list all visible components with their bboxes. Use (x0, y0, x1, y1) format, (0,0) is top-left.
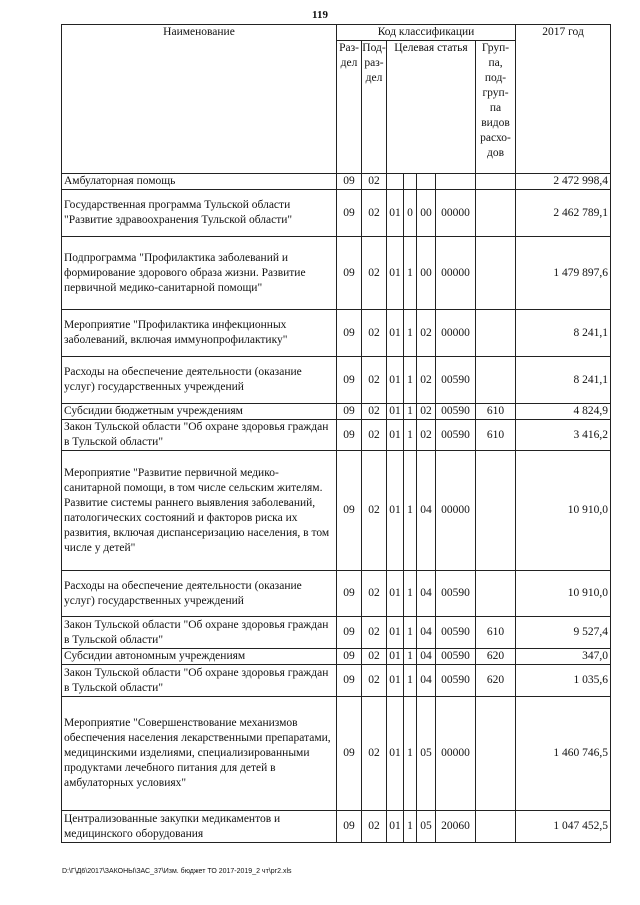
header-subsection: Под- раз- дел (362, 41, 387, 174)
row-cs1: 01 (387, 404, 404, 420)
row-podrazdel: 02 (362, 237, 387, 310)
row-vr: 620 (476, 665, 516, 697)
row-cs3: 04 (417, 649, 436, 665)
row-cs3: 04 (417, 451, 436, 571)
table-row (62, 665, 611, 697)
row-vr (476, 451, 516, 571)
row-cs4: 00000 (436, 451, 476, 571)
row-cs2: 1 (404, 237, 417, 310)
row-podrazdel: 02 (362, 357, 387, 404)
row-amount: 10 910,0 (516, 451, 611, 571)
row-name: Закон Тульской области "Об охране здоровья граждан в Тульской области" (62, 617, 337, 649)
row-cs2: 1 (404, 420, 417, 451)
row-podrazdel: 02 (362, 451, 387, 571)
row-podrazdel: 02 (362, 420, 387, 451)
row-cs4: 00590 (436, 571, 476, 617)
row-cs4: 00000 (436, 237, 476, 310)
row-amount: 2 472 998,4 (516, 174, 611, 190)
row-cs4: 20060 (436, 811, 476, 843)
header-target-item: Целевая статья (387, 41, 476, 174)
row-razdel: 09 (337, 811, 362, 843)
row-cs1: 01 (387, 451, 404, 571)
table-row (62, 404, 611, 420)
row-amount: 3 416,2 (516, 420, 611, 451)
row-cs4: 00590 (436, 617, 476, 649)
row-vr: 610 (476, 617, 516, 649)
row-vr (476, 357, 516, 404)
row-podrazdel: 02 (362, 404, 387, 420)
row-cs1: 01 (387, 190, 404, 237)
row-name: Государственная программа Тульской области "Развитие здравоохранения Тульской области" (62, 190, 337, 237)
row-cs2: 1 (404, 649, 417, 665)
table-row (62, 697, 611, 811)
row-amount: 347,0 (516, 649, 611, 665)
row-razdel: 09 (337, 420, 362, 451)
table-row (62, 174, 611, 190)
row-cs2 (404, 174, 417, 190)
row-name: Мероприятие "Совершенствование механизмов обеспечения населения лекарственными препаратами, медицинскими изделиями, специализированными продуктами лечебного питания для детей в амбулаторных условиях" (62, 697, 337, 811)
table-row (62, 190, 611, 237)
budget-table (61, 24, 611, 843)
table-row (62, 649, 611, 665)
row-amount: 1 479 897,6 (516, 237, 611, 310)
row-podrazdel: 02 (362, 697, 387, 811)
row-cs2: 1 (404, 697, 417, 811)
row-cs1: 01 (387, 357, 404, 404)
row-podrazdel: 02 (362, 310, 387, 357)
row-podrazdel: 02 (362, 617, 387, 649)
row-name: Амбулаторная помощь (62, 174, 337, 190)
row-cs1: 01 (387, 420, 404, 451)
table-row (62, 451, 611, 571)
row-cs1 (387, 174, 404, 190)
row-razdel: 09 (337, 174, 362, 190)
row-name: Централизованные закупки медикаментов и медицинского оборудования (62, 811, 337, 843)
row-cs4: 00000 (436, 697, 476, 811)
row-podrazdel: 02 (362, 649, 387, 665)
row-amount: 9 527,4 (516, 617, 611, 649)
row-cs2: 0 (404, 190, 417, 237)
row-name: Субсидии бюджетным учреждениям (62, 404, 337, 420)
table-row (62, 237, 611, 310)
row-amount: 8 241,1 (516, 310, 611, 357)
row-vr: 610 (476, 404, 516, 420)
header-name: Наименование (62, 25, 337, 174)
row-name: Расходы на обеспечение деятельности (оказание услуг) государственных учреждений (62, 357, 337, 404)
row-cs3 (417, 174, 436, 190)
row-cs1: 01 (387, 310, 404, 357)
row-podrazdel: 02 (362, 190, 387, 237)
row-cs3: 02 (417, 310, 436, 357)
row-vr: 610 (476, 420, 516, 451)
row-cs2: 1 (404, 404, 417, 420)
header-expense-group: Груп- па, под- груп- па видов расхо- дов (476, 41, 516, 174)
row-cs2: 1 (404, 451, 417, 571)
row-razdel: 09 (337, 451, 362, 571)
row-razdel: 09 (337, 310, 362, 357)
row-razdel: 09 (337, 571, 362, 617)
row-amount: 10 910,0 (516, 571, 611, 617)
row-name: Мероприятие "Развитие первичной медико-санитарной помощи, в том числе сельским жителям. Развитие системы раннего выявления заболеваний, патологических состояний и факторов риска их развития, включая диспансеризацию населения, в том числе у детей" (62, 451, 337, 571)
row-razdel: 09 (337, 617, 362, 649)
row-podrazdel: 02 (362, 174, 387, 190)
row-cs1: 01 (387, 665, 404, 697)
row-cs3: 02 (417, 420, 436, 451)
row-razdel: 09 (337, 697, 362, 811)
row-cs2: 1 (404, 571, 417, 617)
row-vr: 620 (476, 649, 516, 665)
row-cs1: 01 (387, 811, 404, 843)
row-cs3: 02 (417, 357, 436, 404)
row-podrazdel: 02 (362, 665, 387, 697)
row-cs2: 1 (404, 665, 417, 697)
row-razdel: 09 (337, 649, 362, 665)
row-razdel: 09 (337, 190, 362, 237)
row-razdel: 09 (337, 404, 362, 420)
row-razdel: 09 (337, 665, 362, 697)
header-section: Раз- дел (337, 41, 362, 174)
row-vr (476, 174, 516, 190)
row-podrazdel: 02 (362, 571, 387, 617)
row-razdel: 09 (337, 357, 362, 404)
row-name: Закон Тульской области "Об охране здоровья граждан в Тульской области" (62, 665, 337, 697)
row-razdel: 09 (337, 237, 362, 310)
row-cs4: 00000 (436, 310, 476, 357)
row-name: Подпрограмма "Профилактика заболеваний и формирование здорового образа жизни. Развитие первичной медико-санитарной помощи" (62, 237, 337, 310)
row-vr (476, 571, 516, 617)
row-amount: 2 462 789,1 (516, 190, 611, 237)
row-cs4: 00590 (436, 649, 476, 665)
row-name: Закон Тульской области "Об охране здоровья граждан в Тульской области" (62, 420, 337, 451)
row-vr (476, 697, 516, 811)
row-cs3: 04 (417, 665, 436, 697)
footer-file-path: D:\Г\Д6\2017\ЗАКОНЫ\ЗАС_37\Изм. бюджет ТО 2017-2019_2 чт\рг2.xls (62, 868, 292, 875)
row-cs1: 01 (387, 237, 404, 310)
row-vr (476, 237, 516, 310)
row-podrazdel: 02 (362, 811, 387, 843)
row-cs3: 02 (417, 404, 436, 420)
row-cs3: 05 (417, 811, 436, 843)
row-cs4: 00590 (436, 420, 476, 451)
row-amount: 4 824,9 (516, 404, 611, 420)
row-amount: 1 460 746,5 (516, 697, 611, 811)
row-cs3: 04 (417, 617, 436, 649)
header-year: 2017 год (516, 25, 611, 174)
row-cs4: 00000 (436, 190, 476, 237)
table-row (62, 357, 611, 404)
row-cs3: 00 (417, 190, 436, 237)
row-cs4: 00590 (436, 404, 476, 420)
row-vr (476, 190, 516, 237)
row-cs1: 01 (387, 697, 404, 811)
table-row (62, 310, 611, 357)
row-cs4: 00590 (436, 357, 476, 404)
row-cs1: 01 (387, 571, 404, 617)
row-amount: 1 035,6 (516, 665, 611, 697)
row-cs2: 1 (404, 357, 417, 404)
row-vr (476, 811, 516, 843)
table-row (62, 420, 611, 451)
row-cs2: 1 (404, 811, 417, 843)
row-cs2: 1 (404, 617, 417, 649)
row-cs2: 1 (404, 310, 417, 357)
page-number: 119 (312, 9, 328, 21)
row-cs1: 01 (387, 649, 404, 665)
row-cs4 (436, 174, 476, 190)
row-cs1: 01 (387, 617, 404, 649)
row-amount: 1 047 452,5 (516, 811, 611, 843)
row-cs3: 00 (417, 237, 436, 310)
header-classification: Код классификации (337, 25, 516, 41)
row-cs3: 04 (417, 571, 436, 617)
row-cs3: 05 (417, 697, 436, 811)
row-cs4: 00590 (436, 665, 476, 697)
table-row (62, 617, 611, 649)
table-row (62, 571, 611, 617)
row-amount: 8 241,1 (516, 357, 611, 404)
row-name: Расходы на обеспечение деятельности (оказание услуг) государственных учреждений (62, 571, 337, 617)
row-name: Субсидии автономным учреждениям (62, 649, 337, 665)
row-vr (476, 310, 516, 357)
table-row (62, 811, 611, 843)
row-name: Мероприятие "Профилактика инфекционных заболеваний, включая иммунопрофилактику" (62, 310, 337, 357)
